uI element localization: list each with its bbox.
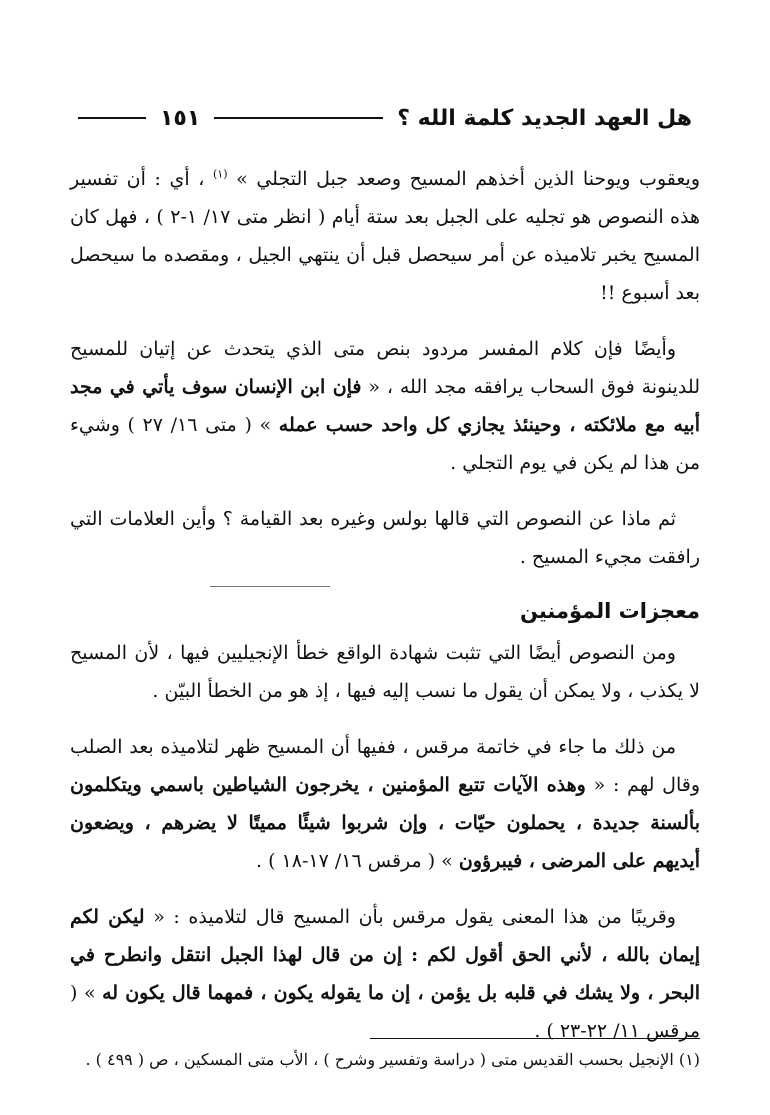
heading-decoration (210, 586, 330, 587)
quoted-scripture: وهذه الآيات تتبع المؤمنين ، يخرجون الشياطين باسمي ويتكلمون بألسنة جديدة ، يحملون حيّات ، وإن شربوا شيئًا مميتًا لا يضرهم ، ويضعون أيديهم على المرضى ، فيبرؤون (70, 774, 700, 872)
quoted-scripture: فإن ابن الإنسان سوف يأتي في مجد أبيه مع ملائكته ، وحينئذ يجازي كل واحد حسب عمله (70, 376, 700, 436)
paragraph-text: » ( مرقس ١٦/ ١٧-١٨ ) . (256, 850, 459, 872)
paragraph-text: » ( متى ١٦/ ٢٧ ) وشيء من هذا لم يكن في يوم التجلي . (70, 414, 700, 474)
paragraph-group-1 (70, 160, 700, 576)
paragraph (70, 898, 700, 1050)
paragraph (70, 728, 700, 880)
paragraph (70, 634, 700, 710)
paragraph-text: ومن النصوص أيضًا التي تثبت شهادة الواقع خطأ الإنجيليين فيها ، لأن المسيح لا يكذب ، ولا يمكن أن يقول ما نسب إليه فيها ، إذ هو من الخطأ البيّن . (70, 642, 700, 702)
page-header (78, 98, 692, 138)
paragraph-text: ويعقوب ويوحنا الذين أخذهم المسيح وصعد جبل التجلي » (227, 168, 700, 190)
paragraph-text: » ( مرقس ١١/ ٢٢-٢٣ ) . (70, 982, 700, 1042)
paragraph (70, 160, 700, 312)
paragraph (70, 330, 700, 482)
header-rule (214, 117, 383, 119)
paragraph-text: وقريبًا من هذا المعنى يقول مرقس بأن المسيح قال لتلاميذه : « (144, 906, 676, 928)
paragraph-text: وأيضًا فإن كلام المفسر مردود بنص متى الذي يتحدث عن إتيان للمسيح للدينونة فوق السحاب يرافقه مجد الله ، « (70, 338, 700, 398)
paragraph-text: من ذلك ما جاء في خاتمة مرقس ، ففيها أن المسيح ظهر لتلاميذه بعد الصلب وقال لهم : « (70, 736, 700, 796)
paragraph-text: ثم ماذا عن النصوص التي قالها بولس وغيره بعد القيامة ؟ وأين العلامات التي رافقت مجيء المسيح . (70, 508, 700, 568)
section-heading-text: معجزات المؤمنين (519, 599, 700, 623)
quoted-scripture: ليكن لكم إيمان بالله ، لأني الحق أقول لكم : إن من قال لهذا الجبل انتقل وانطرح في البحر ، ولا يشك في قلبه بل يؤمن ، إن ما يقوله يكون ، فمهما قال يكون له (70, 906, 700, 1004)
footnote-rule (370, 1038, 700, 1039)
header-rule-short (78, 117, 146, 119)
page-body (70, 160, 700, 1068)
paragraph-text: ، أي : أن تفسير هذه النصوص هو تجليه على الجبل بعد ستة أيام ( انظر متى ١٧/ ١-٢ ) ، فهل كان المسيح يخبر تلاميذه عن أمر سيحصل قبل أن ينتهي الجيل ، ومقصده ما سيحصل بعد أسبوع !! (70, 168, 700, 304)
paragraph (70, 500, 700, 576)
footnote-marker: (١) (213, 167, 228, 181)
paragraph-group-2 (70, 634, 700, 1050)
section-heading (70, 594, 700, 628)
footnote: (١) الإنجيل بحسب القديس متى ( دراسة وتفسير وشرح ) ، الأب متى المسكين ، ص ( ٤٩٩ ) . (85, 1050, 700, 1069)
running-title: هل العهد الجديد كلمة الله ؟ (397, 105, 692, 131)
page-number: ١٥١ (160, 105, 201, 131)
